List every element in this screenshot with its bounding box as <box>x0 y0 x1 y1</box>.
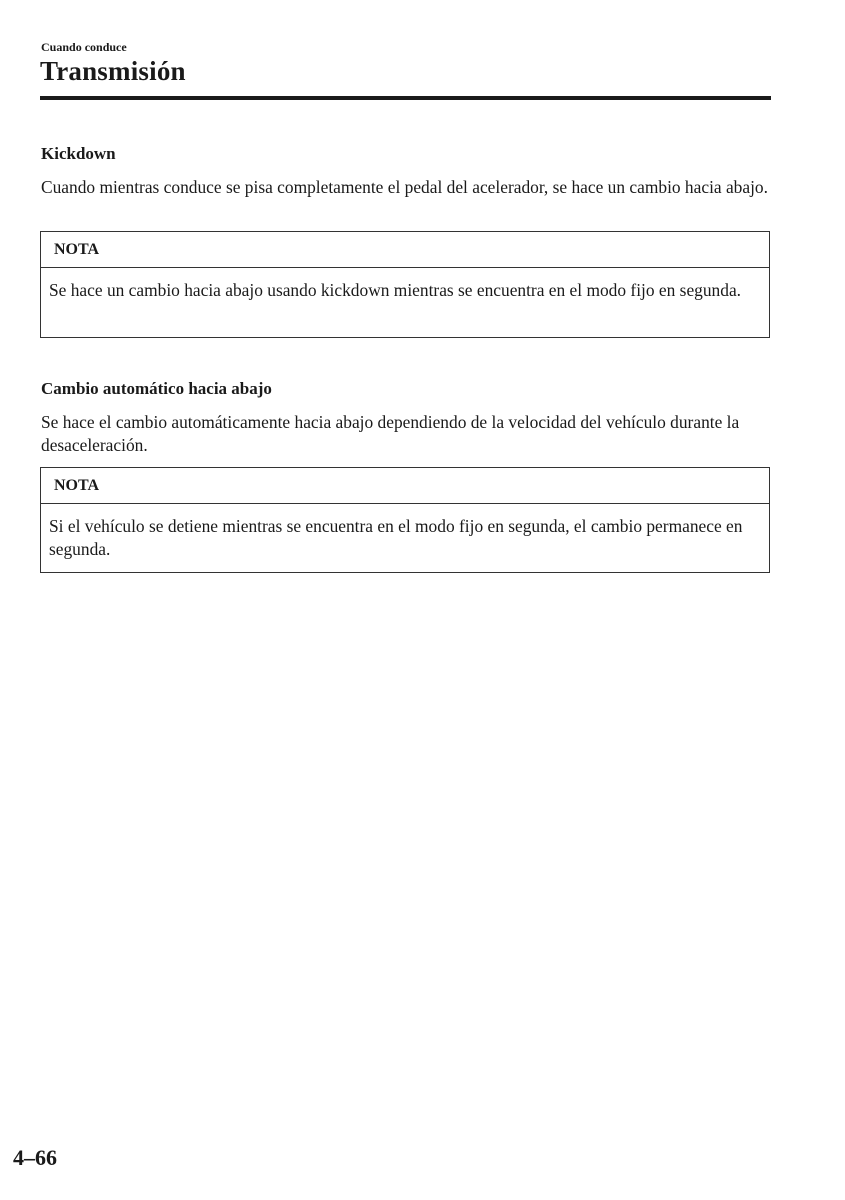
page-number: 4–66 <box>13 1145 57 1170</box>
title-divider <box>40 96 771 100</box>
kickdown-note-text: Se hace un cambio hacia abajo usando kickdown mientras se encuentra en el modo fijo en segunda. <box>49 280 742 300</box>
section-label: Cuando conduce <box>41 40 127 54</box>
kickdown-note-label: NOTA <box>41 232 769 268</box>
page-title: Transmisión <box>40 56 186 86</box>
kickdown-heading: Kickdown <box>41 144 116 163</box>
kickdown-note-box <box>40 231 770 338</box>
auto-downshift-paragraph: Se hace el cambio automáticamente hacia abajo dependiendo de la velocidad del vehículo durante la desaceleración. <box>41 412 740 455</box>
auto-downshift-note-text: Si el vehículo se detiene mientras se encuentra en el modo fijo en segunda, el cambio permanece en segunda. <box>49 516 743 559</box>
kickdown-paragraph: Cuando mientras conduce se pisa completamente el pedal del acelerador, se hace un cambio hacia abajo. <box>41 177 768 197</box>
auto-downshift-note-label: NOTA <box>41 468 769 504</box>
auto-downshift-note-box <box>40 467 770 573</box>
auto-downshift-heading: Cambio automático hacia abajo <box>41 379 272 398</box>
